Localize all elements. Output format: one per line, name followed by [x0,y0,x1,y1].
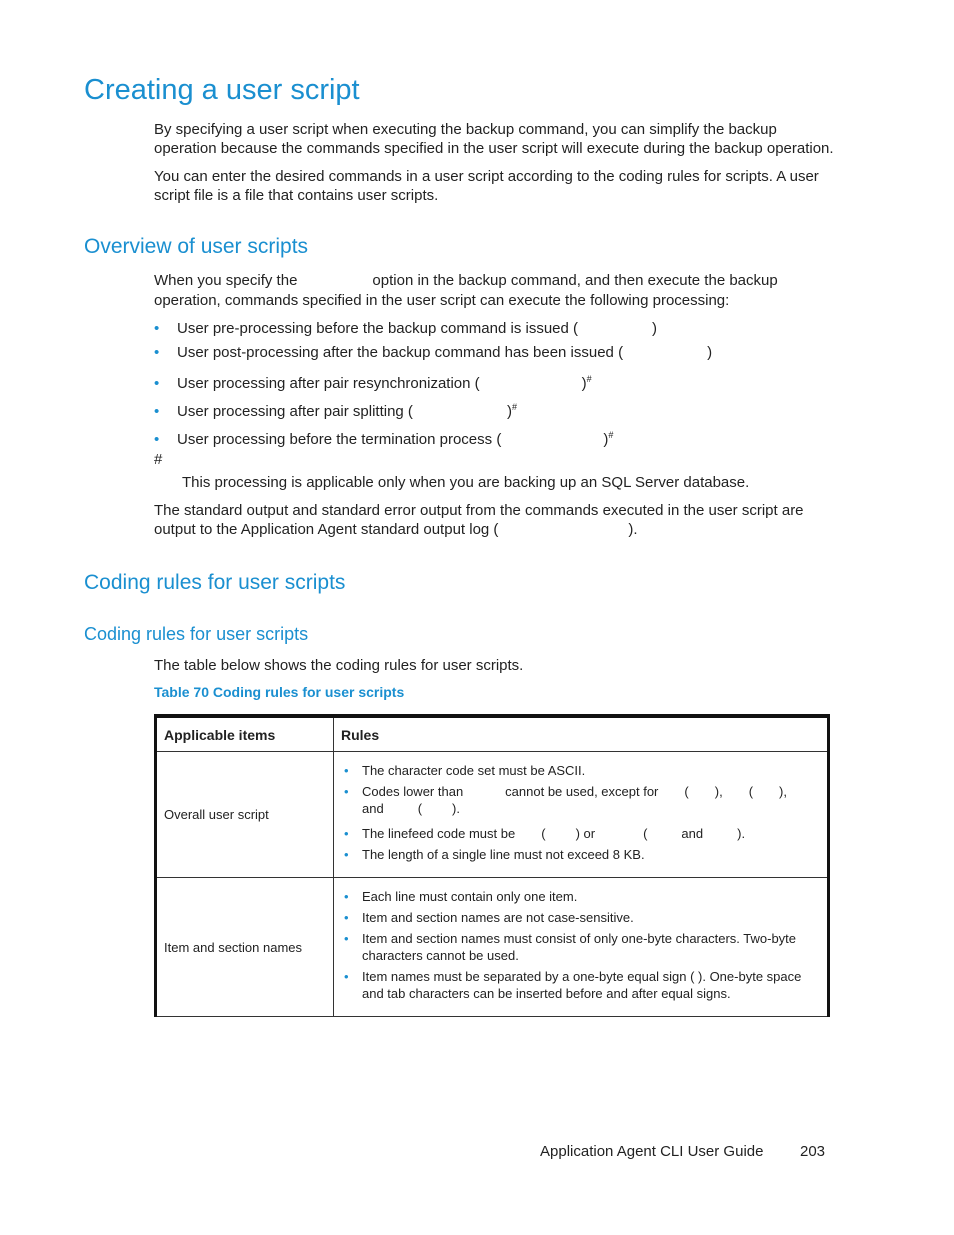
bullet-close: ) [581,375,587,392]
overview-intro-line2: operation, commands specified in the user script can execute the following processing: [154,292,730,309]
intro-paragraph: By specifying a user script when executing the backup command, you can simplify the backup operation because the commands specified in the user script will execute during the backup operation. [154,121,834,157]
bullet-text: User processing after pair resynchronization ( [177,375,480,392]
subsection-heading-coding: Coding rules for user scripts [84,624,309,644]
rule-text: The linefeed code must be [362,826,516,841]
output-paragraph-close: ). [628,521,638,538]
overview-intro-part-a: When you specify the [154,272,298,289]
table-caption: Table 70 Coding rules for user scripts [154,684,405,700]
bullet-close: ) [652,320,658,337]
rule-text: ), [779,784,787,799]
rule-text: ( [541,826,546,841]
bullet-text: User processing after pair splitting ( [177,403,413,420]
page-title: Creating a user script [84,74,360,106]
rules-cell [334,878,829,1017]
rule-item: • Item and section names must consist of only one-byte characters. Two-byte characters cannot be used. [341,930,821,964]
applicable-item-cell: Item and section names [156,878,334,1017]
bullet-text: User processing before the termination process ( [177,431,502,448]
bullet-item [154,426,613,449]
bullet-dot: • [154,431,160,448]
table-intro: The table below shows the coding rules for user scripts. [154,657,524,674]
rule-text: ( [684,784,689,799]
bullet-item [154,319,657,338]
script-file-paragraph: You can enter the desired commands in a user script according to the coding rules for scripts. A user script file is a file that contains user scripts. [154,168,819,204]
rule-text: ( [417,801,423,816]
rule-item: • The character code set must be ASCII. [341,762,821,779]
footnote-symbol: # [154,451,163,468]
overview-intro-line1 [154,271,778,290]
page-number: 203 [800,1143,826,1160]
rule-text: and [362,801,384,816]
section-heading-overview: Overview of user scripts [84,235,309,258]
output-paragraph-line2 [154,520,638,539]
footnote-text: This processing is applicable only when you are backing up an SQL Server database. [182,474,750,491]
rule-text: and [681,826,704,841]
rules-cell [334,752,829,878]
rule-item [341,783,821,817]
rule-item [341,825,821,842]
footnote-mark: # [511,402,517,412]
rule-item: • Each line must contain only one item. [341,888,821,905]
bullet-close: ) [506,403,512,420]
section-heading-coding: Coding rules for user scripts [84,571,346,594]
rule-text: ( [748,784,754,799]
bullet-text: User pre-processing before the backup command is issued ( [177,320,579,337]
rule-text: ) or [575,826,596,841]
rule-text: cannot be used, except for [505,784,659,799]
rule-item: • Item names must be separated by a one-byte equal sign ( ). One-byte space and tab characters can be inserted before and after equal signs. [341,968,821,1002]
table-row [156,752,829,878]
footer-title: Application Agent CLI User Guide [540,1143,764,1160]
rule-text: Codes lower than [362,784,464,799]
bullet-dot: • [154,320,160,337]
rule-item: • The length of a single line must not exceed 8 KB. [341,846,821,863]
bullet-item [154,370,592,393]
bullet-text: User post-processing after the backup command has been issued ( [177,344,624,361]
coding-rules-table [154,714,830,1017]
bullet-dot: • [154,344,160,361]
rule-text: ), [714,784,723,799]
overview-intro-part-b: option in the backup command, and then execute the backup [372,272,778,289]
column-header-items: Applicable items [156,716,334,752]
bullet-item [154,343,712,362]
rule-item: • Item and section names are not case-sensitive. [341,909,821,926]
footnote-mark: # [586,374,592,384]
bullet-close: ) [707,344,713,361]
table-header-row [156,716,829,752]
table-row [156,878,829,1017]
bullet-item [154,398,517,421]
rule-text: ( [643,826,648,841]
column-header-rules: Rules [334,716,829,752]
rule-text: ). [452,801,460,816]
bullet-dot: • [154,403,160,420]
bullet-dot: • [154,375,160,392]
output-paragraph-text: output to the Application Agent standard output log ( [154,521,499,538]
rule-text: ). [737,826,746,841]
output-paragraph-line1: The standard output and standard error output from the commands executed in the user script are [154,502,804,519]
bullet-close: ) [603,431,609,448]
applicable-item-cell: Overall user script [156,752,334,878]
footnote-mark: # [608,430,614,440]
